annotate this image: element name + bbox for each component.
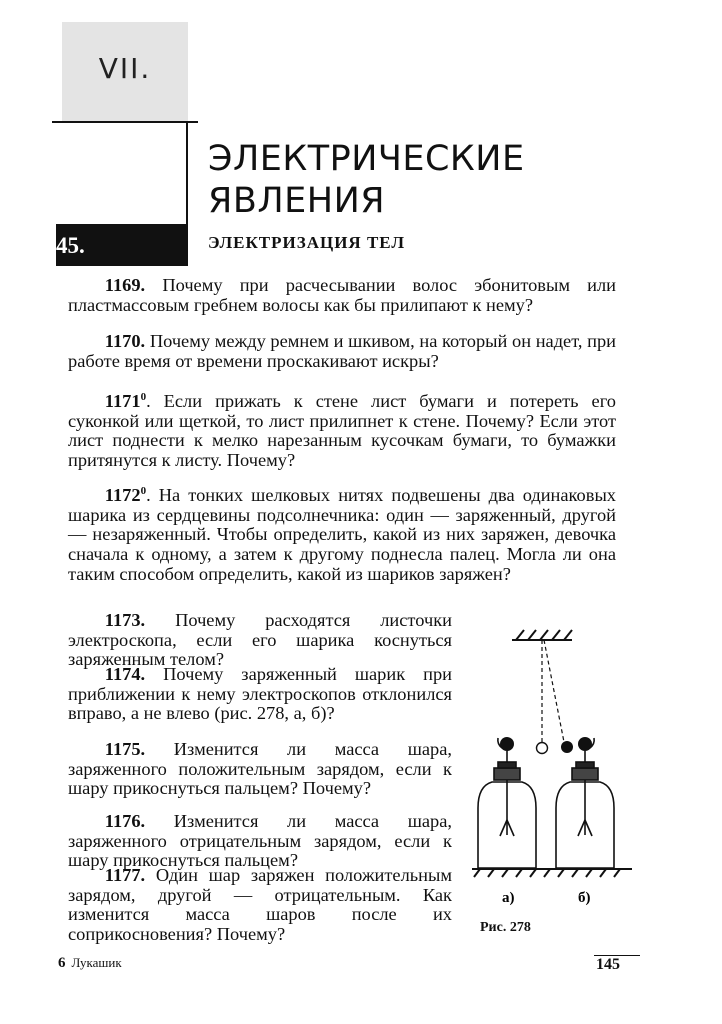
- section-number: 45.: [56, 233, 85, 258]
- suspension-threads: [542, 640, 564, 742]
- problem-1172: [68, 482, 616, 584]
- figure-label-a: а): [502, 890, 515, 906]
- problem-number: 1174.: [104, 664, 146, 684]
- signature-mark: [58, 955, 122, 972]
- header-rule-horizontal: [52, 121, 198, 123]
- section-title: ЭЛЕКТРИЗАЦИЯ ТЕЛ: [208, 233, 406, 252]
- page-number: 145: [596, 956, 620, 973]
- problem-number: 1175.: [104, 739, 146, 759]
- problem-text: Почему при расчесывании волос эбонитовым или пластмассовым гребнем волосы как бы прилипают к нему?: [68, 275, 616, 315]
- figure-label-b: б): [578, 890, 591, 906]
- problem-1175: [68, 740, 452, 799]
- ball-deflected: [561, 741, 573, 753]
- chapter-title-line-1: ЭЛЕКТРИЧЕСКИЕ: [208, 139, 525, 179]
- electroscope-a: [478, 737, 536, 868]
- problem-1171: [68, 388, 616, 471]
- problem-number: 1177.: [104, 865, 146, 885]
- problem-number: 1171$^0$: [104, 391, 147, 412]
- problem-1173: [68, 611, 452, 670]
- signature-number: 6: [58, 955, 66, 971]
- chapter-number: VII.: [98, 52, 152, 85]
- electroscope-b: [556, 737, 614, 868]
- figure-278-electroscopes: [472, 620, 642, 950]
- problem-1177: [68, 866, 452, 944]
- problem-1169: [68, 276, 616, 315]
- ceiling-mount: [512, 630, 572, 640]
- problem-text: Изменится ли масса шара, заряженного положительным зарядом, если к шару прикоснуться пальцем? Почему?: [68, 739, 452, 799]
- problem-text: Один шар заряжен положительным зарядом, другой — отрицательным. Как изменится масса шаров после их соприкосновения? Почему?: [68, 865, 452, 944]
- problem-number: 1173.: [104, 610, 146, 630]
- problem-text: . На тонких шелковых нитях подвешены два одинаковых шарика из сердцевины подсолнечника: один — заряженный, другой — незаряженный. Чтобы определить, какой из них заряжен, девочка сначала к одному, а затем к другому поднесла палец. Могла ли она таким способом определить, какой из шариков заряжен?: [68, 485, 616, 584]
- problem-text: Почему заряженный шарик при приближении к нему электроскопов отклонился вправо, а не влево (рис. 278, а, б)?: [68, 664, 452, 724]
- problem-text: Почему между ремнем и шкивом, на который он надет, при работе время от времени проскакивают искры?: [68, 331, 616, 371]
- problem-number: 1172$^0$: [104, 485, 147, 506]
- figure-caption: Рис. 278: [480, 920, 531, 935]
- chapter-title: [208, 138, 525, 222]
- problem-1176: [68, 812, 452, 871]
- problem-text: Почему расходятся листочки электроскопа, если его шарика коснуться заряженным телом?: [68, 610, 452, 670]
- table-surface: [472, 869, 632, 877]
- problem-1170: [68, 332, 616, 371]
- problem-number: 1176.: [104, 811, 146, 831]
- problem-1174: [68, 665, 452, 724]
- signature-name: Лукашик: [71, 955, 122, 970]
- ball-neutral-position: [537, 743, 548, 754]
- problem-number: 1170.: [104, 331, 146, 351]
- problem-number: 1169.: [104, 275, 146, 295]
- problem-text: . Если прижать к стене лист бумаги и потереть его суконкой или щеткой, то лист прилипнет к стене. Почему? Если этот лист поднести к мелко нарезанным кусочкам бумаги, то бумажки притянутся к листу. Почему?: [68, 391, 616, 470]
- chapter-title-line-2: ЯВЛЕНИЯ: [208, 181, 386, 221]
- problem-text: Изменится ли масса шара, заряженного отрицательным зарядом, если к шару прикоснуться пальцем?: [68, 811, 452, 871]
